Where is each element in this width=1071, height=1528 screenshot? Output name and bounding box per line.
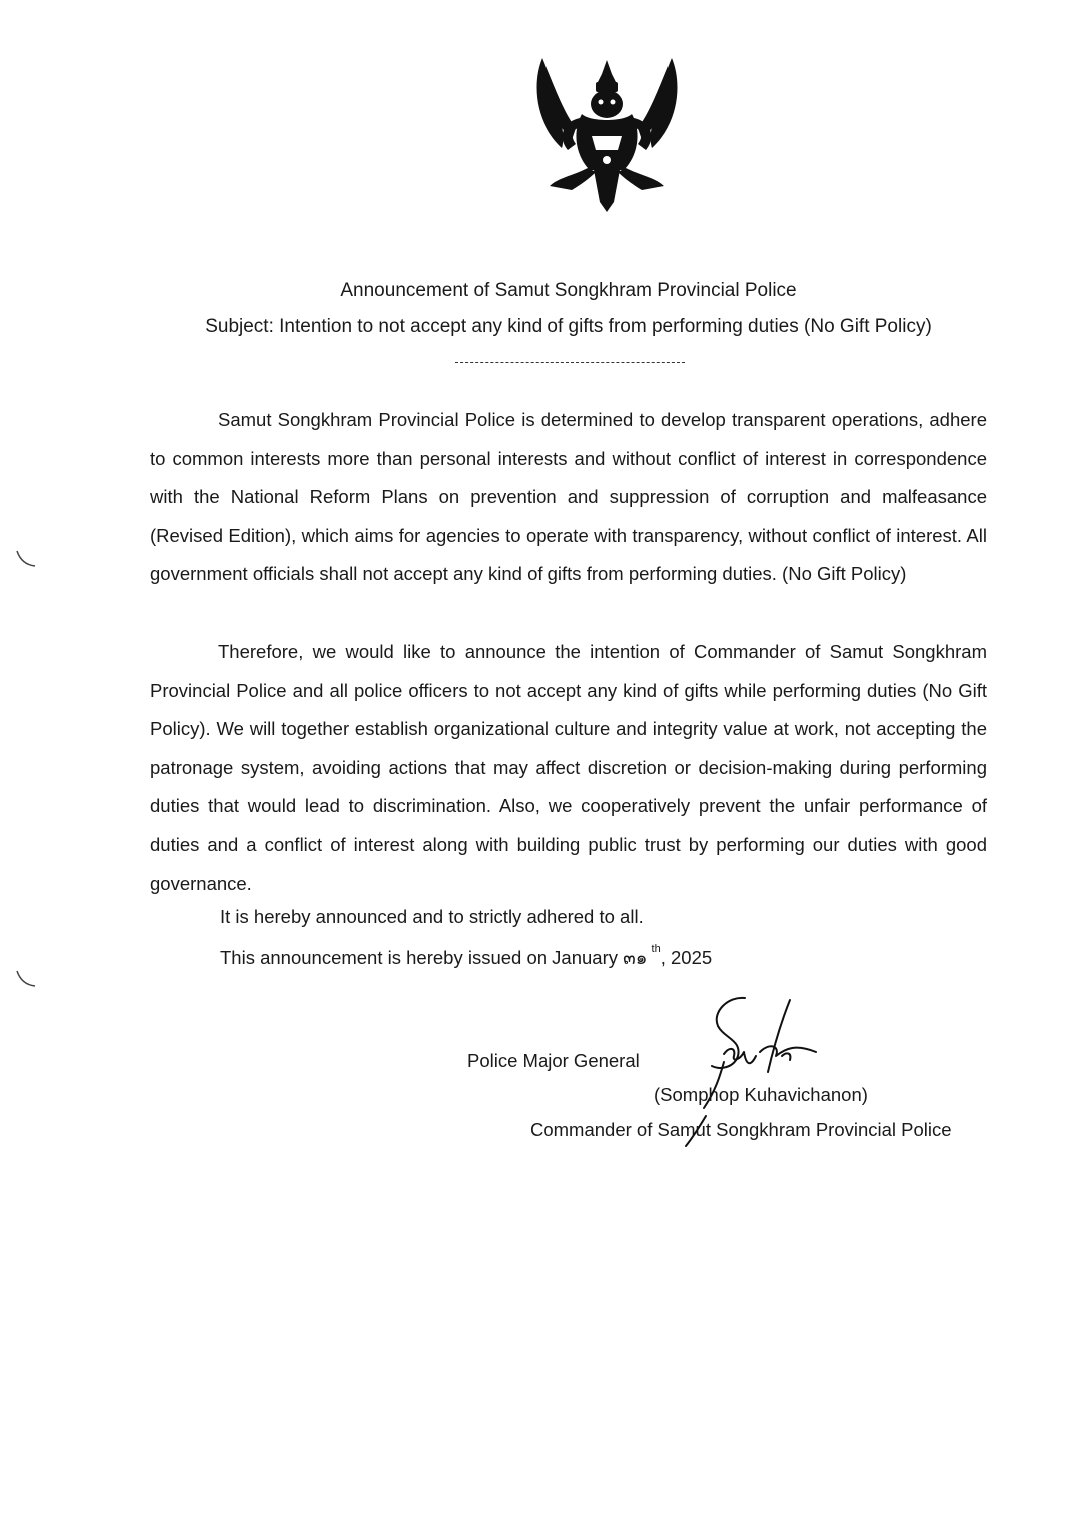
issue-date-prefix: This announcement is hereby issued on January xyxy=(220,947,618,968)
signatory-title: Commander of Samut Songkhram Provincial Police xyxy=(530,1119,952,1140)
paragraph-text: Samut Songkhram Provincial Police is determined to develop transparent operations, adhere to common interests more than personal interests and without conflict of interest in correspondence with the National Reform Plans on prevention and suppression of corruption and malfeasance (Revised Edition), which aims for agencies to operate with transparency, without conflict of interest. All government officials shall not accept any kind of gifts from performing duties. (No Gift Policy) xyxy=(150,409,987,585)
issue-date-day: ๓๑ xyxy=(623,947,648,968)
announcement-subject: Subject: Intention to not accept any kind of gifts from performing duties (No Gift Policy) xyxy=(205,316,932,337)
garuda-emblem-icon xyxy=(532,52,682,214)
issue-date-year: , 2025 xyxy=(660,947,713,968)
handwritten-signature xyxy=(620,990,830,1150)
paragraph-text: Therefore, we would like to announce the intention of Commander of Samut Songkhram Provincial Police and all police officers to not accept any kind of gifts while performing duties (No Gift Policy). We will together establish organizational culture and integrity value at work, not accepting the patronage system, avoiding actions that may affect discretion or decision-making during performing duties that would lead to discrimination. Also, we cooperatively prevent the unfair performance of duties and a conflict of interest along with building public trust by performing our duties with good governance. xyxy=(150,641,987,894)
scan-mark-left-upper xyxy=(14,548,38,570)
body-paragraph-2 xyxy=(150,633,987,903)
signatory-name: (Somphop Kuhavichanon) xyxy=(654,1084,868,1105)
body-paragraph-1 xyxy=(150,401,987,594)
issue-date-line xyxy=(220,944,712,973)
announcement-title: Announcement of Samut Songkhram Provincial Police xyxy=(340,280,797,301)
announcement-statement: It is hereby announced and to strictly adhered to all. xyxy=(220,906,644,927)
scan-mark-left-lower xyxy=(14,968,38,990)
signatory-rank: Police Major General xyxy=(467,1050,640,1071)
issue-date-suffix: th xyxy=(651,943,661,955)
header-divider xyxy=(455,362,685,363)
